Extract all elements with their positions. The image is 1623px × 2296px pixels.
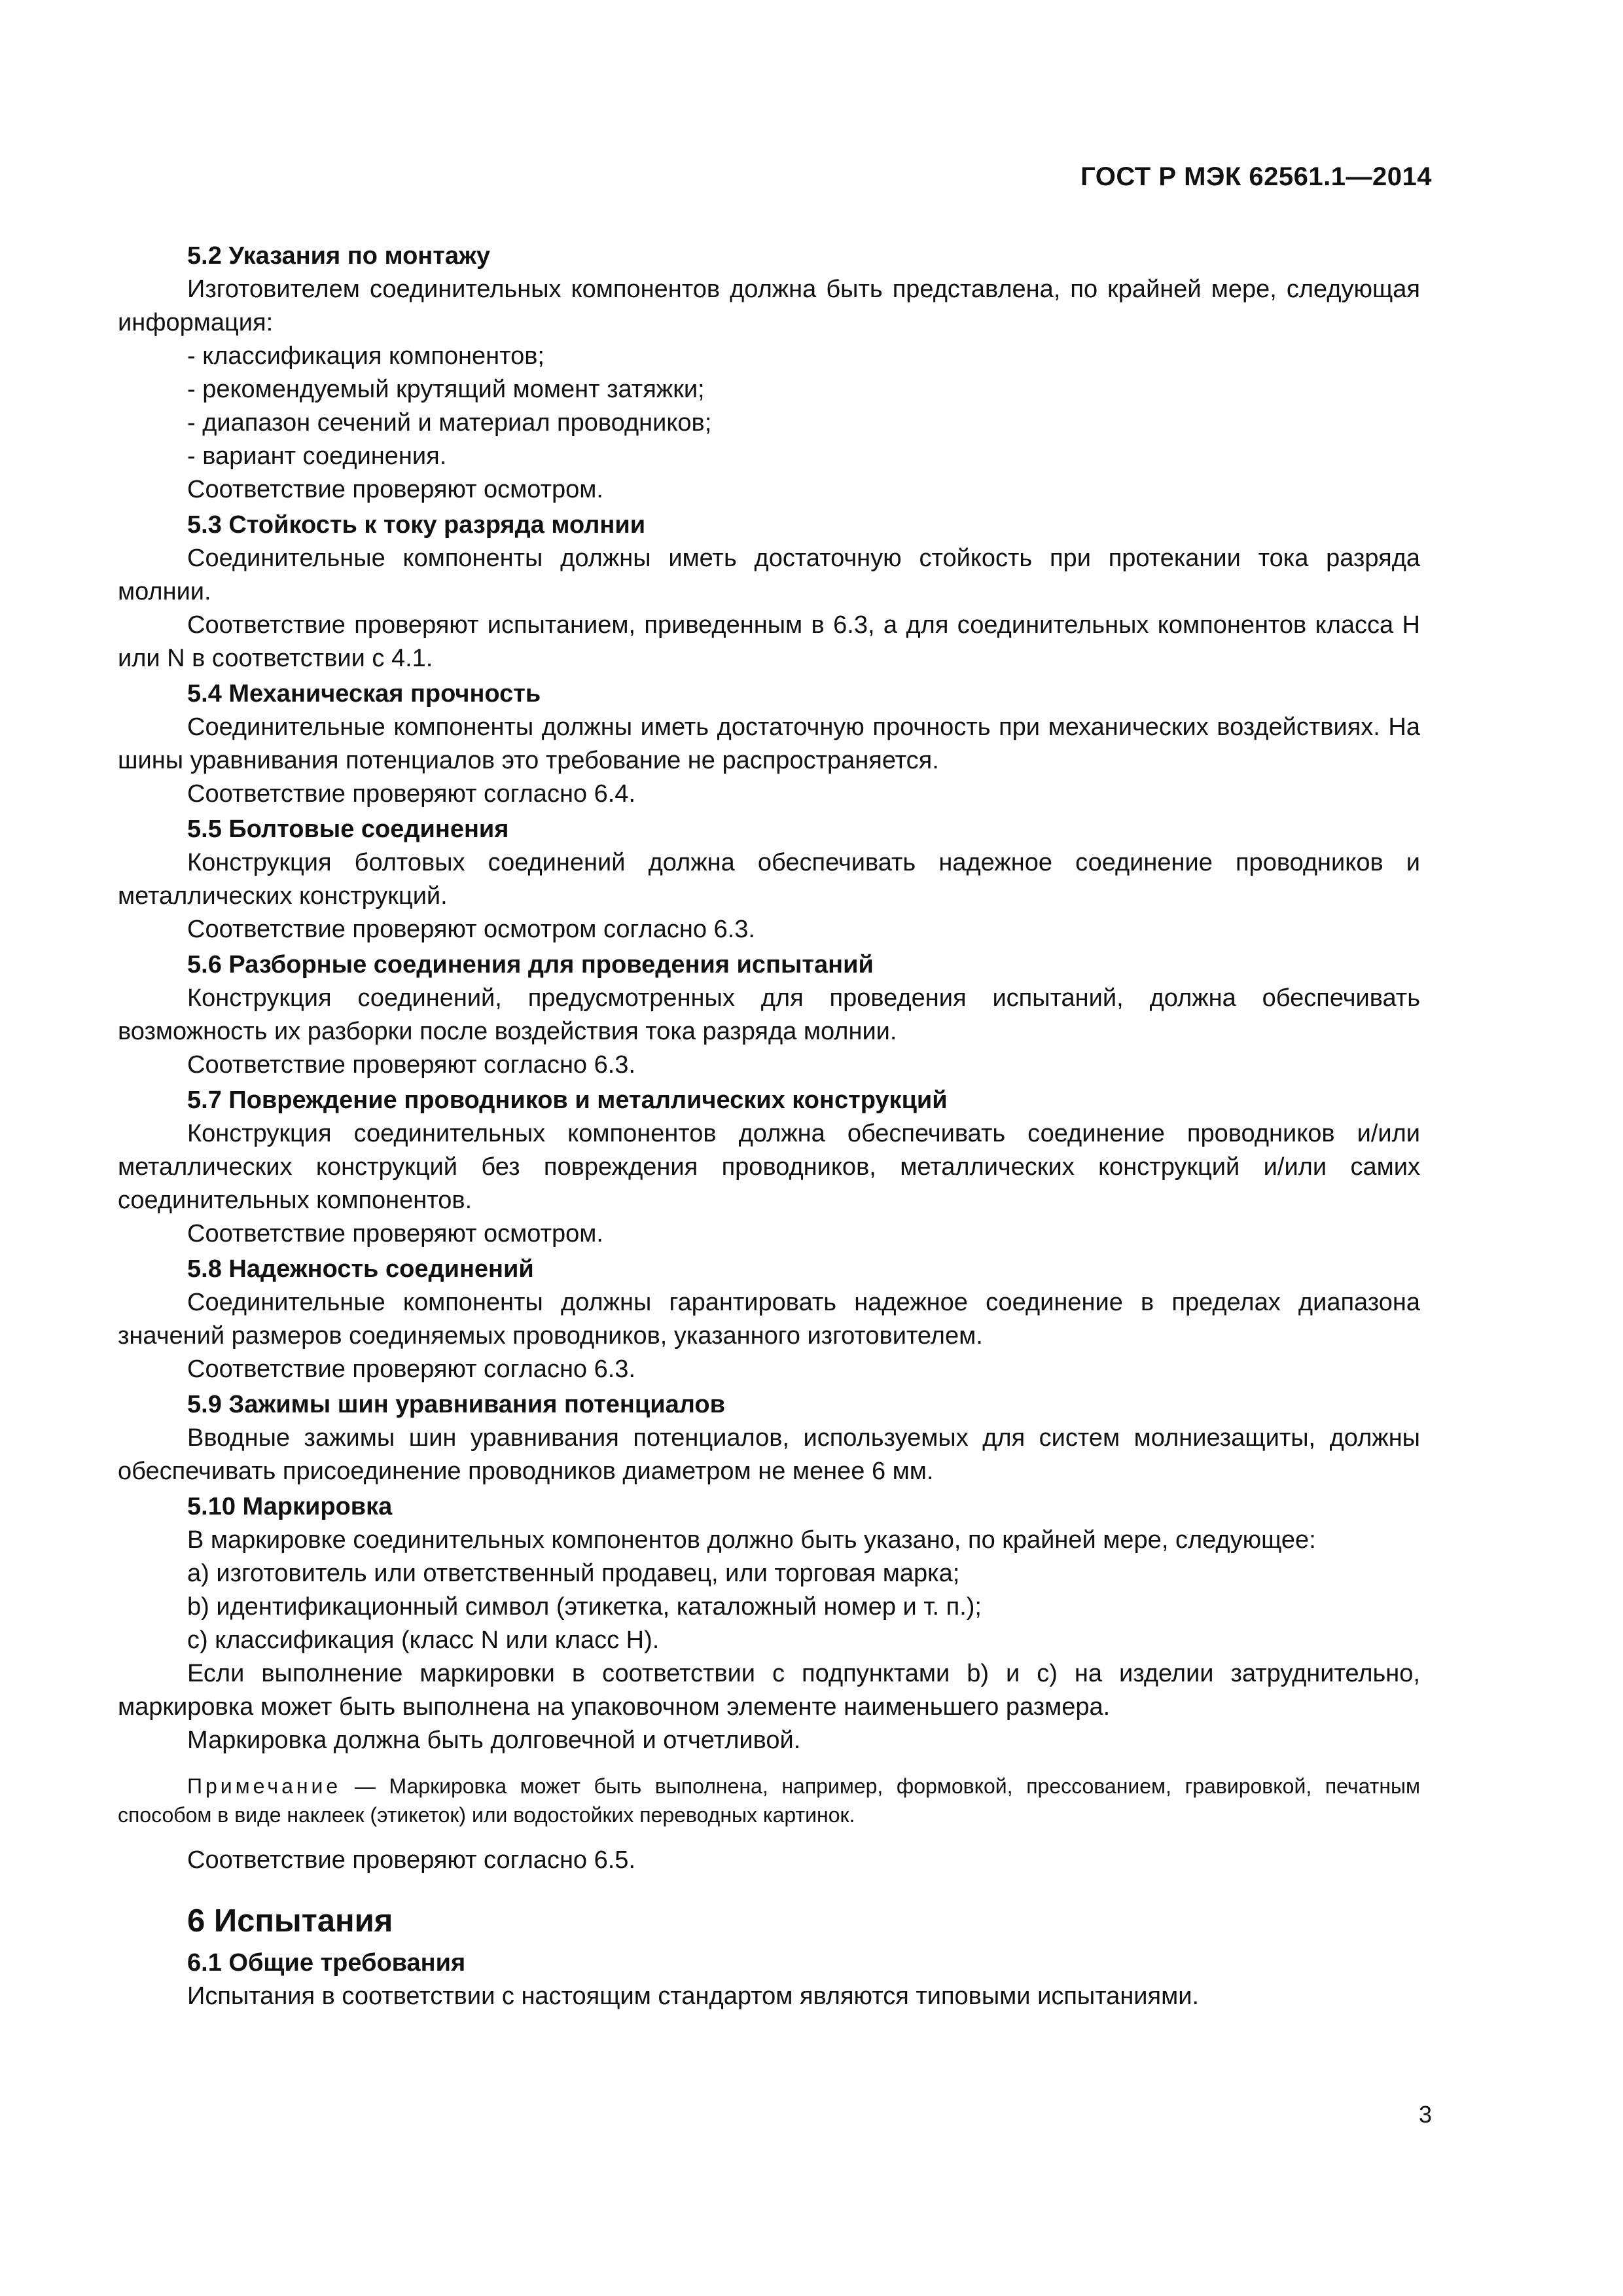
section-5-4-paragraph: Соединительные компоненты должны иметь достаточную прочность при механических воздействиях. На шины уравнивания потенциалов это требование не распространяется.: [118, 713, 1420, 774]
section-5-9-title: 5.9 Зажимы шин уравнивания потенциалов: [187, 1391, 725, 1418]
section-6-title: 6 Испытания: [187, 1903, 393, 1939]
document-code-header: ГОСТ Р МЭК 62561.1—2014: [1080, 162, 1432, 191]
page-number: 3: [1418, 2101, 1432, 2128]
section-5-2-title: 5.2 Указания по монтажу: [187, 242, 491, 270]
section-5-3-paragraph: Соединительные компоненты должны иметь достаточную стойкость при протекании тока разряда молнии.: [118, 545, 1420, 605]
section-5-9-paragraph: Вводные зажимы шин уравнивания потенциалов, используемых для систем молниезащиты, должны обеспечивать присоединение проводников диаметром не менее 6 мм.: [118, 1424, 1420, 1485]
section-5-10-paragraph: Маркировка должна быть долговечной и отчетливой.: [187, 1727, 801, 1754]
section-5-4-title: 5.4 Механическая прочность: [187, 680, 541, 708]
document-body: [118, 240, 1420, 2013]
section-5-5-title: 5.5 Болтовые соединения: [187, 816, 509, 843]
compliance-paragraph: Соответствие проверяют осмотром согласно 6.3.: [187, 916, 755, 943]
section-5-7-title: 5.7 Повреждение проводников и металлических конструкций: [187, 1086, 948, 1114]
section-5-5-paragraph: Конструкция болтовых соединений должна обеспечивать надежное соединение проводников и металлических конструкций.: [118, 849, 1420, 910]
compliance-paragraph: Соответствие проверяют осмотром.: [187, 476, 603, 503]
section-5-2-paragraph: Изготовителем соединительных компонентов должна быть представлена, по крайней мере, следующая информация:: [118, 276, 1420, 336]
section-5-3-title: 5.3 Стойкость к току разряда молнии: [187, 511, 646, 539]
list-item: - вариант соединения.: [187, 442, 447, 470]
note-paragraph: [118, 1772, 1420, 1829]
section-6-1-paragraph: Испытания в соответствии с настоящим стандартом являются типовыми испытаниями.: [187, 1982, 1200, 2010]
compliance-paragraph: Соответствие проверяют согласно 6.3.: [187, 1355, 636, 1383]
compliance-paragraph: Соответствие проверяют согласно 6.4.: [187, 780, 636, 808]
section-5-6-title: 5.6 Разборные соединения для проведения испытаний: [187, 951, 874, 978]
section-5-6-paragraph: Конструкция соединений, предусмотренных для проведения испытаний, должна обеспечивать возможность их разборки после воздействия тока разряда молнии.: [118, 984, 1420, 1045]
section-5-10-title: 5.10 Маркировка: [187, 1493, 393, 1520]
compliance-paragraph: Соответствие проверяют осмотром.: [187, 1220, 603, 1247]
list-item: c) классификация (класс N или класс H).: [187, 1626, 660, 1654]
list-item: - диапазон сечений и материал проводников;: [187, 409, 712, 437]
section-5-8-title: 5.8 Надежность соединений: [187, 1255, 534, 1283]
section-5-10-paragraph: В маркировке соединительных компонентов должно быть указано, по крайней мере, следующее:: [187, 1526, 1316, 1554]
list-item: a) изготовитель или ответственный продавец, или торговая марка;: [187, 1560, 960, 1587]
list-item: - классификация компонентов;: [187, 342, 544, 370]
section-5-7-paragraph: Конструкция соединительных компонентов должна обеспечивать соединение проводников и/или металлических конструкций без повреждения проводников, металлических конструкций и/или самих соединительных компонентов.: [118, 1120, 1420, 1214]
compliance-paragraph: Соответствие проверяют испытанием, приведенным в 6.3, а для соединительных компонентов класса H или N в соответствии с 4.1.: [118, 611, 1420, 672]
list-item: b) идентификационный символ (этикетка, каталожный номер и т. п.);: [187, 1593, 982, 1621]
section-5-10-paragraph: Если выполнение маркировки в соответствии с подпунктами b) и c) на изделии затруднительно, маркировка может быть выполнена на упаковочном элементе наименьшего размера.: [118, 1660, 1420, 1721]
note-label: Примечание: [187, 1774, 342, 1798]
section-5-8-paragraph: Соединительные компоненты должны гарантировать надежное соединение в пределах диапазона значений размеров соединяемых проводников, указанного изготовителем.: [118, 1289, 1420, 1350]
list-item: - рекомендуемый крутящий момент затяжки;: [187, 376, 705, 403]
note-text: — Маркировка может быть выполнена, например, формовкой, прессованием, гравировкой, печатным способом в виде наклеек (этикеток) или водостойких переводных картинок.: [118, 1774, 1420, 1827]
section-6-1-title: 6.1 Общие требования: [187, 1949, 466, 1977]
compliance-paragraph: Соответствие проверяют согласно 6.5.: [187, 1846, 636, 1874]
compliance-paragraph: Соответствие проверяют согласно 6.3.: [187, 1051, 636, 1079]
